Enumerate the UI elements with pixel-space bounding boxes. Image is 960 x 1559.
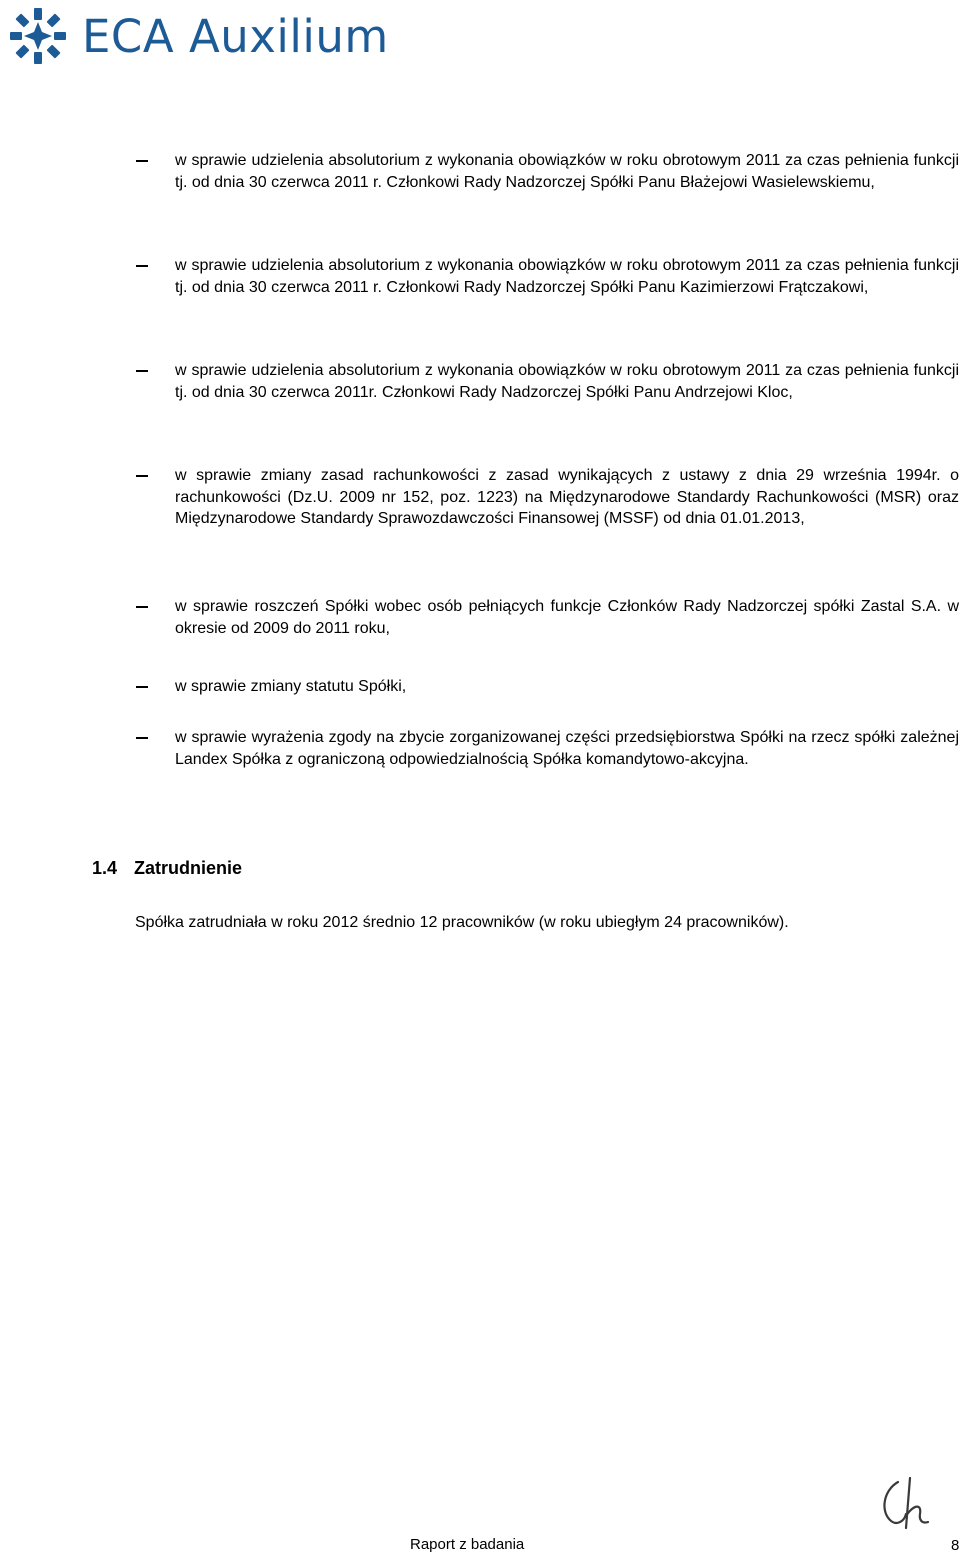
section-heading <box>92 858 242 879</box>
signature-mark <box>876 1476 944 1534</box>
company-logo <box>8 6 389 66</box>
list-item-text: w sprawie roszczeń Spółki wobec osób pełniących funkcje Członków Rady Nadzorczej spółki Zastal S.A. w okresie od 2009 do 2011 roku, <box>175 598 959 637</box>
dash-bullet <box>136 160 148 162</box>
dash-bullet <box>136 606 148 608</box>
section-title: Zatrudnienie <box>134 858 243 878</box>
dash-bullet <box>136 265 148 267</box>
list-item-text: w sprawie udzielenia absolutorium z wykonania obowiązków w roku obrotowym 2011 za czas pełnienia funkcji tj. od dnia 30 czerwca 2011r. Członkowi Rady Nadzorczej Spółki Panu Andrzejowi Kloc, <box>175 362 959 401</box>
list-item-text: w sprawie wyrażenia zgody na zbycie zorganizowanej części przedsiębiorstwa Spółki na rzecz spółki zależnej Landex Spółka z ograniczoną odpowiedzialnością Spółka komandytowo-akcyjna. <box>175 729 959 768</box>
list-item-text: w sprawie udzielenia absolutorium z wykonania obowiązków w roku obrotowym 2011 za czas pełnienia funkcji tj. od dnia 30 czerwca 2011 r. Członkowi Rady Nadzorczej Spółki Panu Błażejowi Wasielewskiemu, <box>175 152 959 191</box>
list-item-text: w sprawie zmiany statutu Spółki, <box>175 678 407 695</box>
page-number: 8 <box>951 1537 960 1554</box>
list-item-text: w sprawie zmiany zasad rachunkowości z zasad wynikających z ustawy z dnia 29 września 1994r. o rachunkowości (Dz.U. 2009 nr 152, poz. 1223) na Międzynarodowe Standardy Rachunkowości (MSR) oraz Międzynarodowe Standardy Sprawozdawczości Finansowej (MSSF) od dnia 01.01.2013, <box>175 467 959 527</box>
section-paragraph: Spółka zatrudniała w roku 2012 średnio 12 pracowników (w roku ubiegłym 24 pracowników). <box>135 914 789 931</box>
dash-bullet <box>136 686 148 688</box>
brand-name: ECA Auxilium <box>82 9 389 63</box>
section-number: 1.4 <box>92 858 118 878</box>
list-item-text: w sprawie udzielenia absolutorium z wykonania obowiązków w roku obrotowym 2011 za czas pełnienia funkcji tj. od dnia 30 czerwca 2011 r. Członkowi Rady Nadzorczej Spółki Panu Kazimierzowi Frątczakowi, <box>175 257 959 296</box>
star-icon <box>8 6 68 66</box>
dash-bullet <box>136 475 148 477</box>
dash-bullet <box>136 370 148 372</box>
dash-bullet <box>136 737 148 739</box>
footer-label: Raport z badania <box>410 1536 525 1553</box>
